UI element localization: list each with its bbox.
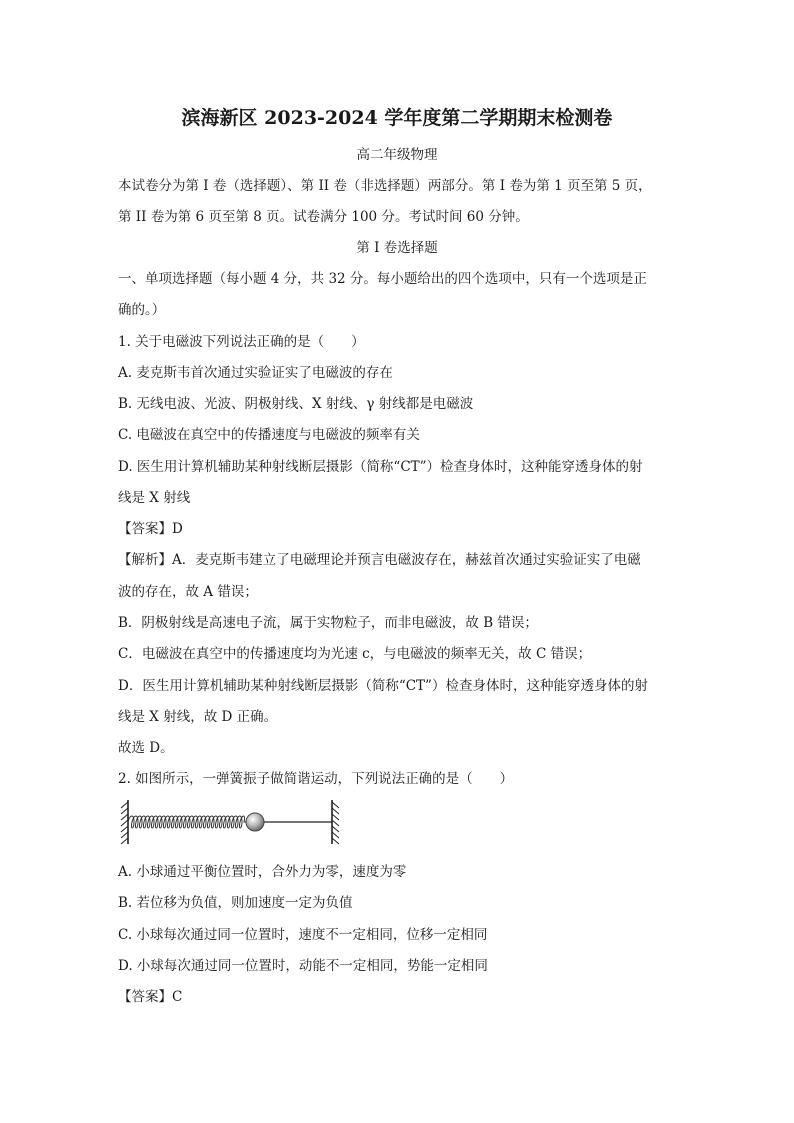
ball [246, 813, 264, 831]
part1-heading-line-2: 确的。） [118, 302, 166, 318]
spring [128, 816, 246, 828]
q1-stem: 1. 关于电磁波下列说法正确的是（ ） [118, 334, 365, 350]
q1-analysis-line-1: 【解析】A．麦克斯韦建立了电磁理论并预言电磁波存在，赫兹首次通过实验证实了电磁 [118, 552, 641, 568]
q1-option-c: C. 电磁波在真空中的传播速度与电磁波的频率有关 [118, 427, 420, 443]
q2-option-b: B. 若位移为负值，则加速度一定为负值 [118, 895, 353, 911]
q1-analysis-line-3: B．阴极射线是高速电子流，属于实物粒子，而非电磁波，故 B 错误； [118, 615, 538, 631]
spring-oscillator-diagram [118, 798, 348, 846]
section-title: 第 I 卷选择题 [356, 240, 438, 256]
q2-answer: 【答案】C [118, 989, 183, 1005]
q1-analysis-line-4: C．电磁波在真空中的传播速度均为光速 c，与电磁波的频率无关，故 C 错误； [118, 646, 592, 662]
exam-title: 滨海新区 2023-2024 学年度第二学期期末检测卷 [181, 107, 613, 129]
intro-line-2: 第 II 卷为第 6 页至第 8 页。试卷满分 100 分。考试时间 60 分钟。 [118, 209, 529, 225]
q2-option-d: D. 小球每次通过同一位置时，动能不一定相同，势能一定相同 [118, 958, 488, 974]
q2-stem: 2. 如图所示，一弹簧振子做简谐运动，下列说法正确的是（ ） [118, 771, 514, 787]
q2-option-c: C. 小球每次通过同一位置时，速度不一定相同，位移一定相同 [118, 927, 488, 943]
q1-option-a: A. 麦克斯韦首次通过实验证实了电磁波的存在 [118, 365, 393, 381]
q1-analysis-line-2: 波的存在，故 A 错误； [118, 584, 258, 600]
q1-option-d: D. 医生用计算机辅助某种射线断层摄影（简称“CT”）检查身体时，这种能穿透身体的射 [118, 459, 643, 475]
q1-option-d-continued: 线是 X 射线 [118, 490, 191, 506]
part1-heading-line-1: 一、单项选择题（每小题 4 分，共 32 分。每小题给出的四个选项中，只有一个选项是正 [118, 271, 647, 287]
q1-analysis-line-5: D．医生用计算机辅助某种射线断层摄影（简称“CT”）检查身体时，这种能穿透身体的射 [118, 678, 648, 694]
q1-analysis-line-6: 线是 X 射线，故 D 正确。 [118, 709, 278, 725]
q1-analysis-line-7: 故选 D。 [118, 740, 174, 756]
q1-option-b: B. 无线电波、光波、阴极射线、X 射线、γ 射线都是电磁波 [118, 396, 474, 412]
intro-line-1: 本试卷分为第 I 卷（选择题）、第 II 卷（非选择题）两部分。第 I 卷为第 1 页至第 5 页， [118, 178, 652, 194]
q1-answer: 【答案】D [118, 521, 183, 537]
left-wall [121, 800, 128, 844]
right-wall [332, 800, 339, 844]
q2-option-a: A. 小球通过平衡位置时，合外力为零，速度为零 [118, 864, 407, 880]
exam-subtitle: 高二年级物理 [356, 147, 438, 163]
